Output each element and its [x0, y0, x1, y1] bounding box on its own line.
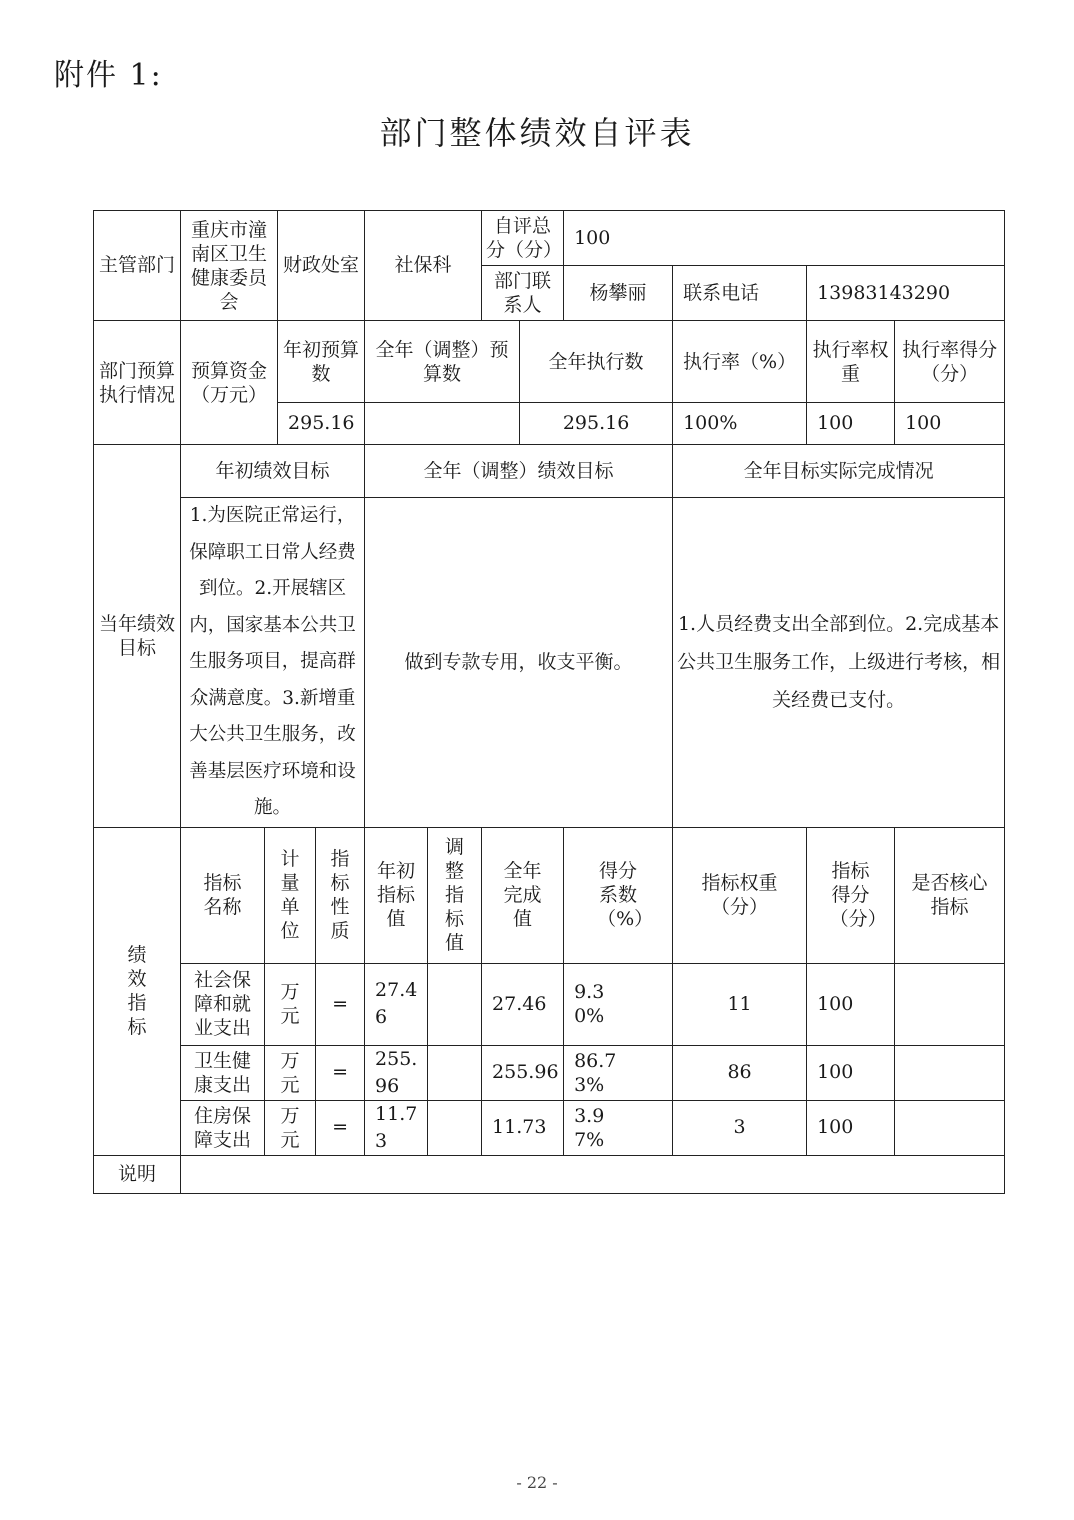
contact-value: 杨攀丽	[564, 266, 673, 321]
budget-value: 100%	[673, 403, 807, 445]
indicator-header-text: 指标名称	[203, 872, 242, 918]
indicator-weight: 86	[673, 1045, 807, 1100]
indicator-nature: =	[316, 1045, 365, 1100]
indicator-coef	[564, 1100, 673, 1155]
indicator-initial: 27.46	[365, 963, 428, 1045]
indicator-header	[181, 827, 265, 963]
indicator-name-text: 住房保障支出	[193, 1104, 251, 1151]
indicator-name	[181, 1045, 265, 1100]
indicator-header-text: 年初指标值	[377, 860, 416, 930]
budget-header: 全年（调整）预算数	[365, 321, 520, 403]
indicator-header	[365, 827, 428, 963]
table-row	[94, 1100, 1005, 1155]
budget-header: 执行率（%）	[673, 321, 807, 403]
office-value: 社保科	[365, 211, 482, 321]
indicator-header	[673, 827, 807, 963]
indicator-header	[316, 827, 365, 963]
indicator-header-text: 全年完成值	[503, 860, 542, 930]
indicator-score: 100	[807, 1045, 895, 1100]
indicator-core	[895, 963, 1005, 1045]
indicator-header	[265, 827, 316, 963]
indicator-header	[807, 827, 895, 963]
budget-value: 295.16	[520, 403, 673, 445]
budget-value: 100	[807, 403, 895, 445]
goals-header: 全年目标实际完成情况	[673, 445, 1005, 498]
indicator-unit-text: 万元	[280, 1049, 300, 1096]
indicators-section-label	[94, 827, 181, 1155]
actual-completion-text: 1.人员经费支出全部到位。2.完成基本公共卫生服务工作，上级进行考核，相关经费已支付。	[673, 498, 1005, 828]
indicator-coef-text: 86.73%	[574, 1049, 617, 1096]
goals-section-label: 当年绩效目标	[94, 445, 181, 828]
indicator-coef-text: 3.97%	[574, 1104, 605, 1151]
indicators-section-text: 绩效指标	[127, 944, 147, 1038]
budget-header: 执行率得分（分）	[895, 321, 1005, 403]
indicator-nature: =	[316, 963, 365, 1045]
indicator-name-text: 社会保障和就业支出	[193, 969, 251, 1039]
budget-section-label: 部门预算执行情况	[94, 321, 181, 445]
indicator-weight: 11	[673, 963, 807, 1045]
budget-value: 295.16	[278, 403, 365, 445]
indicator-header-text: 计量单位	[280, 848, 300, 942]
indicator-unit	[265, 963, 316, 1045]
indicator-initial: 11.73	[365, 1100, 428, 1155]
indicator-coef	[564, 963, 673, 1045]
indicator-header-text: 指标权重（分）	[701, 872, 778, 918]
indicator-header-text: 是否核心指标	[911, 872, 988, 918]
goals-header: 年初绩效目标	[181, 445, 365, 498]
attachment-label: 附件 1:	[54, 58, 163, 93]
indicator-unit-text: 万元	[280, 1104, 300, 1151]
indicator-name-text: 卫生健康支出	[193, 1049, 251, 1096]
fund-label: 预算资金（万元）	[181, 321, 278, 445]
indicator-initial: 255.96	[365, 1045, 428, 1100]
indicator-header	[482, 827, 564, 963]
indicator-header-text: 调整指标值	[445, 836, 465, 954]
page-number: - 22 -	[516, 1473, 558, 1492]
indicator-unit	[265, 1045, 316, 1100]
evaluation-table	[93, 210, 1005, 1194]
indicator-nature: =	[316, 1100, 365, 1155]
office-label: 财政处室	[278, 211, 365, 321]
indicator-core	[895, 1045, 1005, 1100]
goals-header: 全年（调整）绩效目标	[365, 445, 673, 498]
page-title: 部门整体绩效自评表	[379, 114, 695, 152]
phone-value: 13983143290	[807, 266, 1005, 321]
indicator-header-text: 指标性质	[330, 848, 350, 942]
indicator-weight: 3	[673, 1100, 807, 1155]
indicator-completed: 27.46	[482, 963, 564, 1045]
score-label: 自评总分（分）	[482, 211, 564, 266]
indicator-header-text: 指标得分（分）	[829, 860, 887, 930]
table-row	[94, 1045, 1005, 1100]
adjusted-goal-text: 做到专款专用，收支平衡。	[365, 498, 673, 828]
indicator-header	[428, 827, 482, 963]
indicator-name	[181, 963, 265, 1045]
indicator-header	[895, 827, 1005, 963]
notes-value	[181, 1155, 1005, 1193]
indicator-coef-text: 9.30%	[574, 981, 605, 1027]
budget-value	[365, 403, 520, 445]
score-value: 100	[564, 211, 1005, 266]
table-row	[94, 963, 1005, 1045]
indicator-header	[564, 827, 673, 963]
indicator-adjusted	[428, 1100, 482, 1155]
budget-header: 执行率权重	[807, 321, 895, 403]
indicator-unit-text: 万元	[280, 981, 300, 1027]
indicator-completed: 11.73	[482, 1100, 564, 1155]
indicator-adjusted	[428, 1045, 482, 1100]
initial-goal-text: 1.为医院正常运行，保障职工日常人经费到位。2.开展辖区内，国家基本公共卫 生服务项目，提高群 众满意度。3.新增重大公共卫生服务，改善基层医疗环境和设施。	[181, 498, 365, 828]
indicator-header-text: 得分系数（%）	[597, 860, 654, 930]
indicator-score: 100	[807, 1100, 895, 1155]
budget-header: 全年执行数	[520, 321, 673, 403]
indicator-unit	[265, 1100, 316, 1155]
budget-value: 100	[895, 403, 1005, 445]
indicator-core	[895, 1100, 1005, 1155]
indicator-name	[181, 1100, 265, 1155]
indicator-score: 100	[807, 963, 895, 1045]
phone-label: 联系电话	[673, 266, 807, 321]
indicator-coef	[564, 1045, 673, 1100]
indicator-adjusted	[428, 963, 482, 1045]
budget-header: 年初预算数	[278, 321, 365, 403]
contact-label: 部门联系人	[482, 266, 564, 321]
dept-label: 主管部门	[94, 211, 181, 321]
indicator-completed: 255.96	[482, 1045, 564, 1100]
dept-value: 重庆市潼南区卫生健康委员会	[181, 211, 278, 321]
notes-label: 说明	[94, 1155, 181, 1193]
